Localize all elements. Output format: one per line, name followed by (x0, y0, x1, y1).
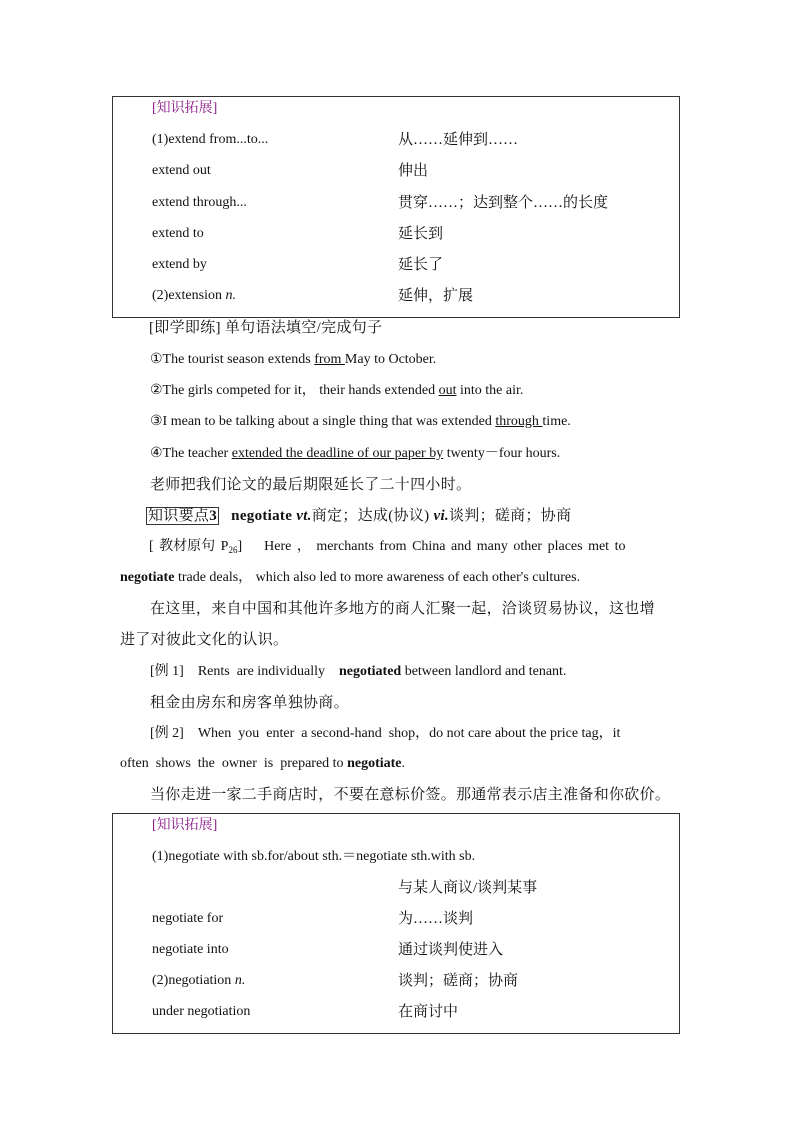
box1-row-6-cn: 延伸，扩展 (398, 288, 474, 304)
section-label (146, 507, 219, 525)
source-translation-2: 进了对彼此文化的认识。 (120, 632, 289, 648)
section-meaning-2: 谈判；磋商；协商 (448, 508, 572, 524)
practice-heading: [即学即练] 单句语法填空/完成句子 (149, 320, 383, 336)
source-text-2: trade deals， which also led to more awareness of each other's cultures. (174, 570, 581, 585)
box2-row-5-en: under negotiation (152, 1004, 251, 1019)
section-label-text: 知识要点 (148, 508, 210, 524)
s1-answer: from (314, 352, 345, 367)
source-key-word: negotiate (120, 570, 175, 585)
box1-row-5-cn: 延长了 (398, 257, 444, 273)
section-pos-2: vi. (433, 508, 449, 524)
section-number: 3 (209, 508, 218, 524)
source-label: [ 教材原句 P (149, 539, 229, 554)
box1-row-3-cn: 贯穿……；达到整个……的长度 (398, 195, 609, 211)
box2-row-4-cn: 谈判；磋商；协商 (398, 973, 519, 989)
box2-row-4-en (152, 971, 245, 991)
box1-row-1-en: (1)extend from...to... (152, 132, 269, 147)
box1-row-4-cn: 延长到 (398, 226, 444, 242)
example-1 (150, 662, 566, 682)
practice-sentence-2 (150, 381, 523, 401)
source-line-2 (120, 568, 580, 588)
box2-row-2-en: negotiate for (152, 911, 224, 926)
section-word: negotiate (231, 508, 293, 524)
s1-pre: ①The tourist season extends (150, 352, 315, 367)
box1-row-2-cn: 伸出 (398, 163, 429, 179)
example-2-end: . (401, 756, 405, 771)
section-meaning-1: 商定；达成(协议) (311, 508, 430, 524)
s2-answer: out (438, 383, 457, 398)
box1-row-5-en: extend by (152, 257, 207, 272)
s4-post: twenty－four hours. (443, 446, 561, 461)
box1-row-2-en: extend out (152, 163, 211, 178)
s2-post: into the air. (456, 383, 524, 398)
box1-row-6-pos: n. (225, 288, 236, 303)
box2-row-4-pos: n. (234, 973, 246, 988)
box1-row-6-word: (2)extension (152, 288, 226, 303)
source-label-close: ] (237, 539, 243, 554)
box1-row-6-en (152, 286, 236, 306)
source-page-number: 26 (228, 545, 238, 555)
s4-pre: ④The teacher (150, 446, 232, 461)
box2-row-1-en: (1)negotiate with sb.for/about sth.＝negotiate sth.with sb. (152, 849, 476, 864)
example-1-pre: Rents are individually (183, 664, 339, 679)
example-2-text-2: often shows the owner is prepared to (120, 756, 348, 771)
s4-answer: extended the deadline of our paper by (231, 446, 444, 461)
box2-row-3-en: negotiate into (152, 942, 229, 957)
example-2-line-2 (120, 754, 405, 774)
s3-post: time. (542, 414, 571, 429)
s2-pre: ②The girls competed for it， their hands extended (150, 383, 439, 398)
example-2-label: [例 2] (150, 726, 184, 741)
example-1-translation: 租金由房东和房客单独协商。 (150, 695, 349, 711)
box2-row-4-word: (2)negotiation (152, 973, 235, 988)
practice-sentence-4 (150, 444, 560, 464)
s3-answer: through (495, 414, 543, 429)
box1-row-1-cn: 从……延伸到…… (398, 132, 519, 148)
box2-row-5-cn: 在商讨中 (398, 1004, 459, 1020)
example-2-key-word: negotiate (347, 756, 402, 771)
example-1-key-word: negotiated (338, 664, 402, 679)
box2-row-2-cn: 为……谈判 (398, 911, 474, 927)
box1-row-3-en: extend through... (152, 195, 247, 210)
practice-sentence-1 (150, 350, 436, 370)
example-1-post: between landlord and tenant. (401, 664, 567, 679)
box1-row-4-en: extend to (152, 226, 204, 241)
example-2-translation: 当你走进一家二手商店时，不要在意标价签。那通常表示店主准备和你砍价。 (150, 787, 671, 803)
s3-pre: ③I mean to be talking about a single thing that was extended (150, 414, 496, 429)
s1-post: May to October. (344, 352, 437, 367)
example-2-line-1 (150, 724, 620, 744)
box2-row-3-cn: 通过谈判使进入 (398, 942, 504, 958)
box2-row-1-cn: 与某人商议/谈判某事 (398, 880, 538, 896)
box2-tag: [知识拓展] (152, 818, 218, 833)
source-line-1 (149, 537, 625, 560)
section-3-heading (146, 506, 571, 526)
source-translation-1: 在这里，来自中国和其他许多地方的商人汇聚一起，洽谈贸易协议，这也增 (150, 601, 655, 617)
source-text-1: Here ， merchants from China and many other places met to (264, 539, 626, 554)
example-2-text-1: When you enter a second-hand shop，do not care about the price tag，it (183, 726, 621, 741)
practice-sentence-3 (150, 412, 571, 432)
example-1-label: [例 1] (150, 664, 184, 679)
practice-sentence-4-translation: 老师把我们论文的最后期限延长了二十四小时。 (150, 477, 472, 493)
section-pos-1: vt. (296, 508, 312, 524)
box1-tag: [知识拓展] (152, 101, 218, 116)
